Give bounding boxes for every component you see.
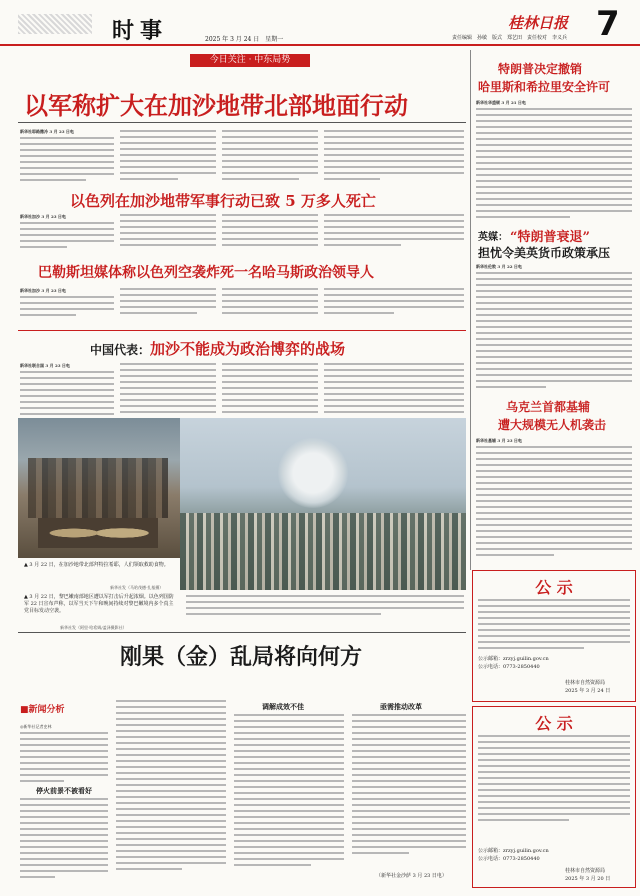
story2-body-col2	[120, 214, 216, 250]
story2-body-col4	[324, 214, 464, 250]
bottom-body-col1b	[20, 798, 108, 882]
story4-body-col4	[324, 363, 464, 417]
story3-body-col1	[20, 296, 114, 320]
rc-story2-title-2: 担忧令美英货币政策承压	[478, 246, 611, 260]
bottom-section-label: ■新闻分析	[20, 705, 65, 715]
rc-story3-byline: 新华社基辅 3 月 23 日电	[476, 438, 522, 443]
editors-line: 责任编辑 孙敏 版式 郑艺田 责任校对 李义兵	[452, 35, 568, 41]
story3-body-col3	[222, 288, 318, 318]
page-number: 7	[596, 4, 620, 44]
notice2-title: 公 示	[535, 714, 573, 733]
lead-body-col1	[20, 137, 114, 185]
story4-title: 加沙不能成为政治博弈的战场	[150, 340, 346, 358]
notice1-date: 2025 年 3 月 24 日	[565, 688, 611, 694]
photo-smoke-plume	[278, 438, 348, 508]
story3-body-col4	[324, 288, 464, 318]
notice2-email: 公示邮箱：zrzyj.guilin.gov.cn	[478, 848, 549, 854]
lead-byline: 新华社耶路撒冷 3 月 23 日电	[20, 129, 74, 134]
photo-credit-2: 新华社发（阿里·哈希姆/盖泽摄影社）	[60, 625, 127, 630]
story2-body-col3	[222, 214, 318, 250]
lead-headline: 以军称扩大在加沙地带北部地面行动	[24, 92, 408, 120]
lead-body-col2	[120, 130, 216, 184]
story4-title-prefix: 中国代表：	[90, 343, 151, 357]
bottom-body-col4	[352, 714, 466, 858]
story2-body-col1	[20, 222, 114, 252]
story4-headline	[90, 338, 345, 359]
bottom-end-byline: （新华社金沙萨 3 月 23 日电）	[376, 873, 447, 879]
story2-byline: 新华社加沙 3 月 23 日电	[20, 214, 66, 219]
lead-body-col3	[222, 130, 318, 184]
notice-box-2	[472, 706, 636, 888]
masthead	[0, 0, 640, 50]
story3-headline: 巴勒斯坦媒体称以色列空袭炸死一名哈马斯政治领导人	[38, 265, 374, 281]
notice1-title: 公 示	[535, 578, 573, 597]
rc-story2-title-1: “特朗普衰退”	[510, 230, 590, 245]
story4-top-rule	[18, 330, 466, 331]
rc-story1-title-1: 特朗普决定撤销	[498, 62, 583, 76]
rc-story1-title-2: 哈里斯和希拉里安全许可	[478, 80, 611, 94]
rc-story3-title-1: 乌克兰首都基辅	[506, 400, 591, 414]
photo-caption-2: ▲ 3 月 22 日，黎巴嫩南部地区遭以军打击后升起浓烟。以色列国防军 22 日宣布声称，以军当天下午和晚间持续对黎巴嫩境内多个真主党目标发动空袭。	[24, 594, 174, 614]
story4-body-col2	[120, 363, 216, 417]
lead-rule	[18, 122, 466, 123]
bottom-sub1: 停火前景不被看好	[36, 787, 92, 795]
notice-box-1	[472, 570, 636, 702]
section-title: 时事	[112, 19, 169, 44]
photo-credit-1: 新华社发（马哈茂德·扎基摄）	[110, 585, 164, 590]
notice1-org: 桂林市自然资源局	[565, 680, 606, 686]
notice2-body	[478, 735, 630, 825]
story4-byline: 新华社联合国 3 月 23 日电	[20, 363, 70, 368]
lead-body-col4	[324, 130, 464, 184]
rc-story3-body	[476, 446, 632, 560]
story4-body-col1	[20, 371, 114, 419]
notice1-body	[478, 599, 630, 653]
photo-caption-1: ▲ 3 月 22 日，在加沙地带北部拜特拉希耶，人们领取救助食物。	[24, 562, 169, 568]
rc-story1-body	[476, 108, 632, 222]
notice1-tel: 公示电话：0773-2850440	[478, 664, 540, 670]
photo-hillside	[180, 513, 466, 590]
issue-date: 2025 年 3 月 24 日 星期一	[205, 36, 284, 43]
banner-label: 今日关注 · 中东局势	[209, 55, 291, 65]
banner-tag	[190, 54, 310, 67]
notice2-org: 桂林市自然资源局	[565, 868, 606, 874]
rc-story2-kicker: 英媒：	[478, 232, 508, 243]
bottom-byline: ◎新华社记者史林	[20, 724, 52, 729]
newspaper-logo: 桂林日报	[508, 14, 569, 32]
right-col-divider	[470, 50, 471, 570]
story3-body-col2	[120, 288, 216, 318]
notice2-tel: 公示电话：0773-2850440	[478, 856, 540, 862]
bottom-body-col3	[234, 714, 344, 870]
bottom-sub2: 调解成效不佳	[262, 703, 304, 711]
bottom-body-col2	[116, 700, 226, 874]
photo-figures	[28, 458, 168, 518]
rc-story3-title-2: 遭大规模无人机袭击	[498, 418, 607, 432]
story3-byline: 新华社加沙 3 月 23 日电	[20, 288, 66, 293]
rc-story2-byline: 新华社伦敦 3 月 22 日电	[476, 264, 522, 269]
bottom-sub3: 亟需推动改革	[380, 703, 422, 711]
masthead-rule	[0, 44, 640, 46]
rc-story1-byline: 新华社华盛顿 3 月 21 日电	[476, 100, 526, 105]
rc-story2-body	[476, 272, 632, 392]
bottom-feature-rule	[18, 632, 466, 633]
notice2-date: 2025 年 3 月 20 日	[565, 876, 611, 882]
masthead-ornament	[18, 14, 92, 34]
story4-body-col3	[222, 363, 318, 417]
notice1-email: 公示邮箱：zrzyj.guilin.gov.cn	[478, 656, 549, 662]
lower-story-col	[186, 595, 464, 619]
bottom-body-col1	[20, 732, 108, 786]
story2-headline: 以色列在加沙地带军事行动已致 5 万多人死亡	[70, 192, 376, 210]
photo-pots	[38, 518, 158, 548]
photo-gaza-food	[18, 418, 180, 558]
photo-lebanon-smoke	[180, 418, 466, 590]
bottom-headline: 刚果（金）乱局将向何方	[120, 645, 363, 670]
